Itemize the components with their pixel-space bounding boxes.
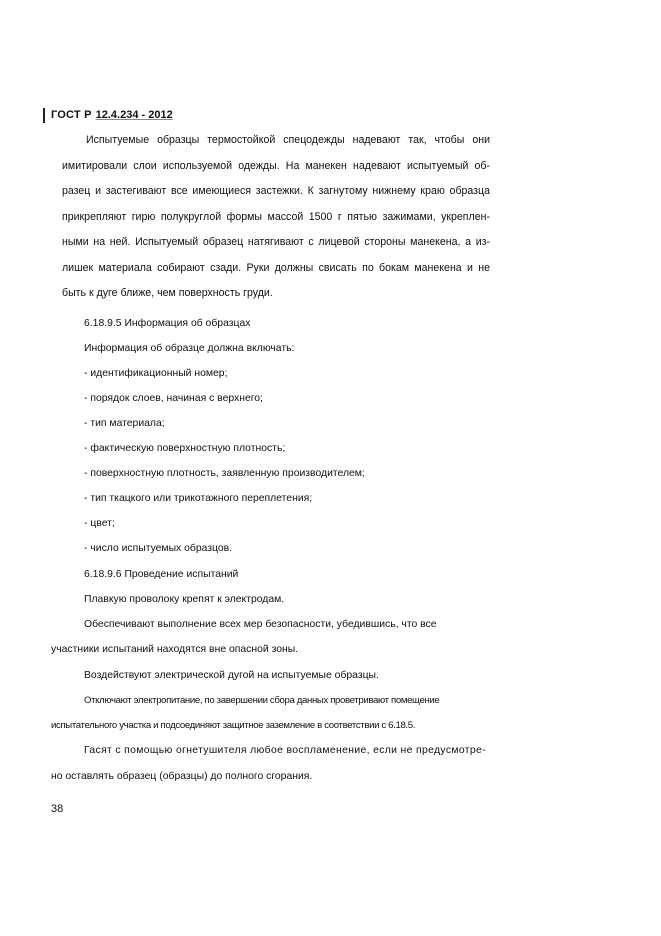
list-item: - цвет; [84, 518, 115, 529]
paragraph-text: Испытуемые образцы термостойкой спецодежды надевают так, чтобы они имитировали слои используемой одежды. На манекен надевают испытуемый об-разец и застегивают все имеющиеся застежки. К загнутому нижнему краю образца прикрепляют гирю полукруглой формы массой 1500 г пятью зажимами, укреплен-ными на ней. Испытуемый образец натягивают с лицевой стороны манекена, а из-лишек материала собирают сзади. Руки должны свисать по бокам манекена и не быть к дуге ближе, чем поверхность груди. [62, 134, 490, 299]
list-item: - порядок слоев, начиная с верхнего; [84, 393, 263, 404]
header-margin-bar [43, 108, 45, 123]
list-item: - тип материала; [84, 418, 165, 429]
list-item: - фактическую поверхностную плотность; [84, 443, 286, 454]
standard-number: 12.4.234 - 2012 [95, 109, 173, 121]
list-item: - число испытуемых образцов. [84, 543, 233, 554]
list-item: - идентификационный номер; [84, 368, 228, 379]
standard-prefix: ГОСТ Р [51, 109, 92, 121]
text-line: Воздействуют электрической дугой на испытуемые образцы. [84, 670, 379, 681]
text-line: Гасят с помощью огнетушителя любое воспламенение, если не предусмотре- [84, 745, 486, 756]
page-number: 38 [51, 803, 64, 815]
text-line: участники испытаний находятся вне опасной зоны. [51, 644, 299, 655]
text-line: Отключают электропитание, по завершении сбора данных проветривают помещение [84, 695, 440, 706]
text-line: испытательного участка и подсоединяют защитное заземление в соответствии с 6.18.5. [51, 720, 416, 731]
list-item: - поверхностную плотность, заявленную производителем; [84, 468, 365, 479]
list-item: - тип ткацкого или трикотажного переплетения; [84, 493, 313, 504]
document-header [43, 107, 173, 123]
section-heading-testing: 6.18.9.6 Проведение испытаний [84, 569, 239, 580]
text-line: но оставлять образец (образцы) до полного сгорания. [51, 771, 313, 782]
text-line: Обеспечивают выполнение всех мер безопасности, убедившись, что все [84, 619, 437, 630]
text-line: Плавкую проволоку крепят к электродам. [84, 594, 285, 605]
paragraph-specimen-mounting [62, 128, 490, 307]
text-line: Информация об образце должна включать: [84, 343, 295, 354]
section-heading-specimen-info: 6.18.9.5 Информация об образцах [84, 318, 251, 329]
